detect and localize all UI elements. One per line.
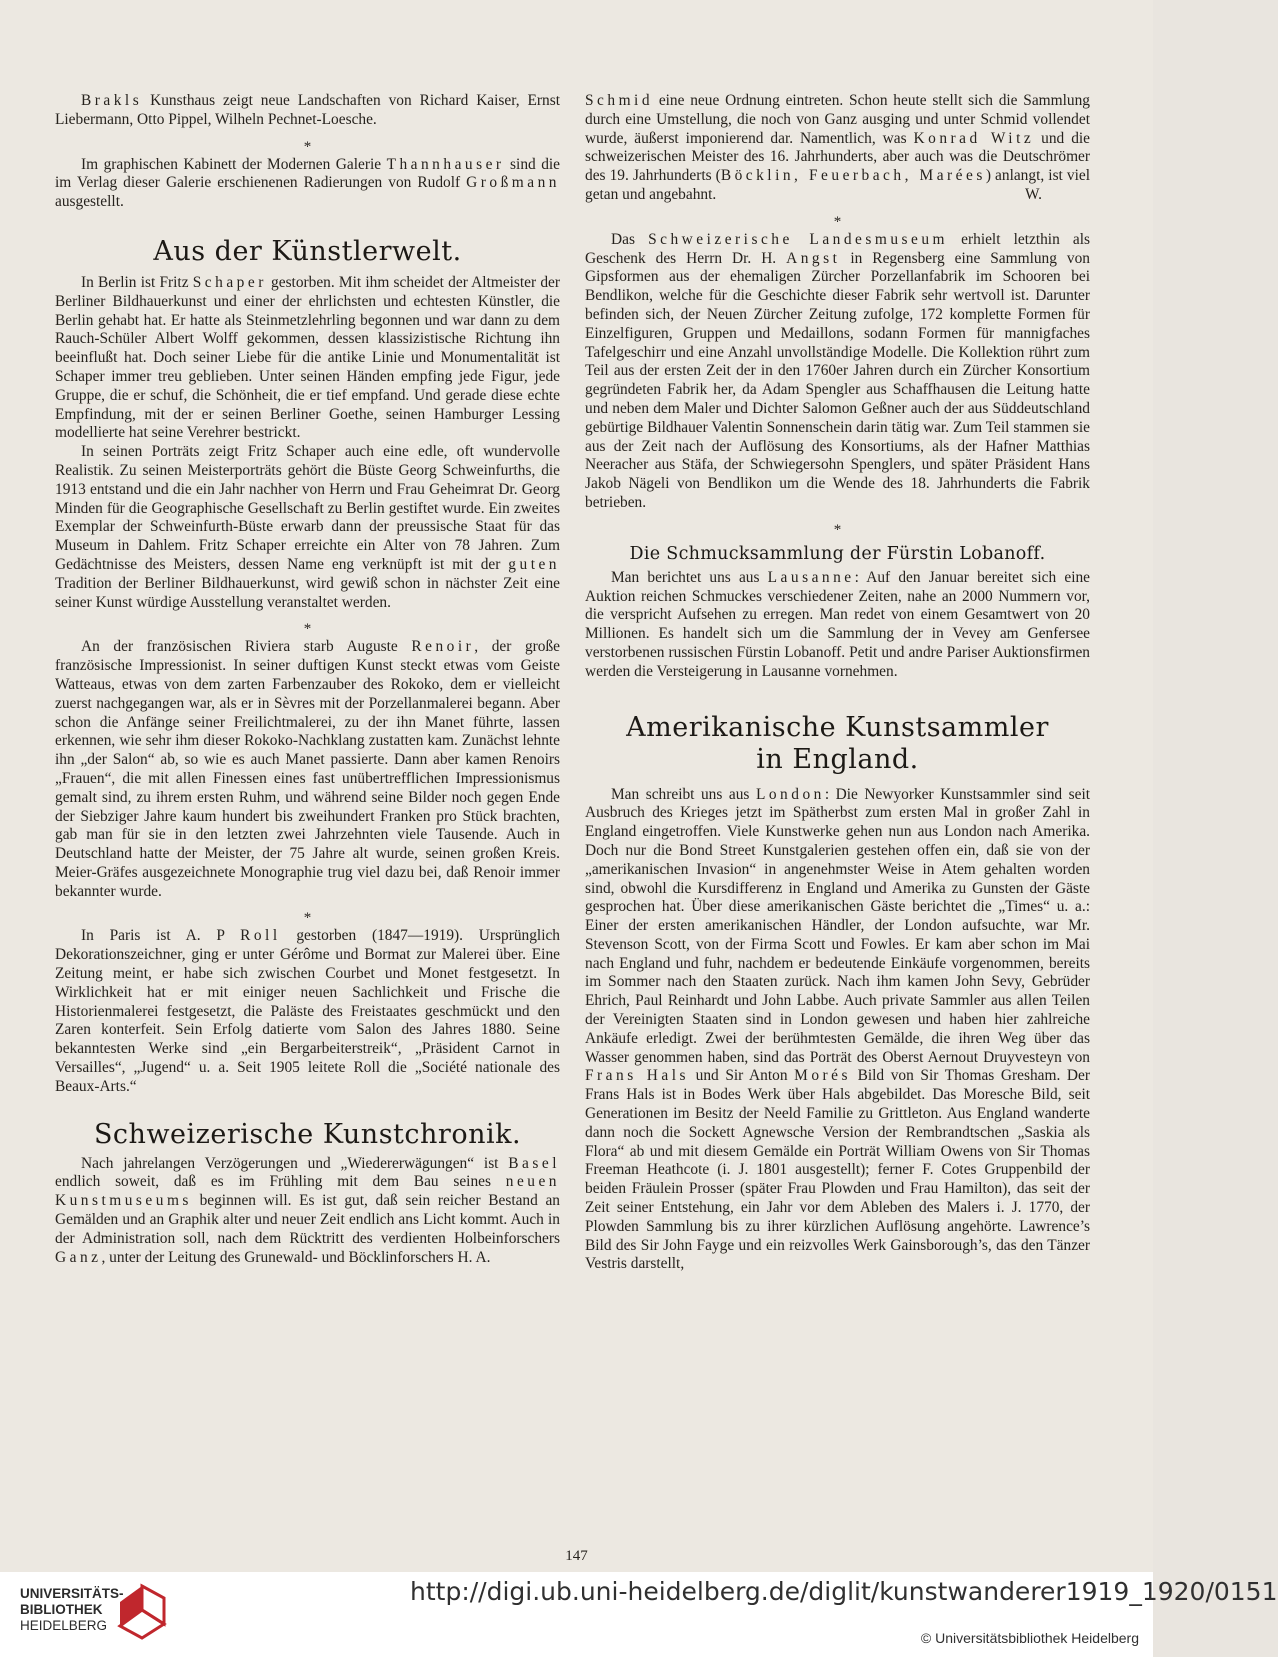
library-logo-icon [112, 1582, 168, 1640]
separator-star: * [303, 621, 312, 638]
heading-schweizerische-kunstchronik: Schweizerische Kunstchronik. [93, 1118, 522, 1150]
heading-kuenstlerwelt: Aus der Künstlerwelt. [153, 235, 462, 267]
library-footer [0, 1572, 1278, 1657]
permalink-url[interactable]: http://digi.ub.uni-heidelberg.de/diglit/kunstwanderer1919_1920/0151 [410, 1577, 1278, 1606]
page-number: 147 [565, 1548, 588, 1564]
separator-star: * [833, 521, 842, 538]
signature: W. [1025, 185, 1042, 203]
library-logo-text: UNIVERSITÄTS- BIBLIOTHEK HEIDELBERG [20, 1586, 124, 1633]
article-roll: In Paris ist A. P Roll gestorben (1847—1919). Ursprünglich Dekorationszeichner, ging er unter Gérôme und Bormat zur Malerei über. Eine Zeitung meint, er habe sich zwischen Courbet und Monet festgesetzt. In Wirklichkeit hat er mit einiger neuen Sachlichkeit und Frische die Historienmalerei festgesetzt, die Paläste des Freistaates geschmückt und den Zaren konterfeit. Sein Erfolg datierte vom Salon des Jahres 1880. Seine bekanntesten Werke sind „ein Bergarbeiterstreik“, „Präsident Carnot in Versailles“, „Jugend“ u. a. Seit 1905 leitete Roll die „Société nationale des Beaux-Arts.“ [55, 927, 560, 1095]
article-thannhauser: Im graphischen Kabinett der Modernen Galerie Thannhauser sind die im Verlag dieser Galerie erschienenen Radierungen von Rudolf Großmann ausgestellt. [55, 155, 560, 211]
copyright-notice: © Universitätsbibliothek Heidelberg [920, 1630, 1139, 1646]
article-basel-continued: Schmid eine neue Ordnung eintreten. Schon heute stellt sich die Sammlung durch eine Umstellung, die noch von Ganz ausging und unter Schmid vollendet wurde, äußerst imponierend dar. Namentlich, was Konrad Witz und die schweizerischen Meister des 16. Jahrhunderts, aber auch was die Deutschrömer des 19. Jahrhunderts (Böcklin, Feuerbach, Marées) anlangt, ist viel getan und angebahnt. W. [585, 92, 1091, 203]
article-amerikanische-sammler: Man schreibt uns aus London: Die Newyorker Kunstsammler sind seit Ausbruch des Krieges jetzt im Spätherbst zum ersten Mal in großer Zahl in England eingetroffen. Viele Kunstwerke gehen nun aus London nach Amerika. Doch nur die Bond Street Kunstgalerien gestehen offen ein, daß sie von der „amerikanischen Invasion“ in angenehmster Weise in Atem gehalten worden sind, obwohl die Kursdifferenz in England und Amerika zu Gunsten der Gäste gesprochen hat. Über diese amerikanischen Gäste berichtet die „Times“ u. a.: Einer der ersten amerikanischen Händler, der London aufsuchte, war Mr. Stevenson Scott, von der Firma Scott und Fowles. Er kam aber schon im Mai nach England und fuhr, nachdem er bedeutende Einkäufe vorgenommen, bereits im Sommer nach den Staaten zurück. Nach ihm kamen John Sevy, Gebrüder Ehrich, Paul Reinhardt und John Labbe. Auch private Sammler aus allen Teilen der Vereinigten Staaten sind in London gewesen und haben hier zahlreiche Ankäufe erledigt. Zwei der berühmtesten Gemälde, die ihren Weg über das Wasser genommen haben, sind das Porträt des Oberst Aernout Druyvesteyn von Frans Hals und Sir Anton Morés Bild von Sir Thomas Gresham. Der Frans Hals ist in Bodes Werk über Hals abgebildet. Das Moresche Bild, seit Generationen im Besitz der Neeld Familie zu Grittleton. Aus England wanderte dann noch die Sockett Agnewsche Version der Rembrandtschen „Saskia als Flora“ ab und mit diesem Gemälde ein Porträt William Owens von Sir Thomas Freeman Heathcote (i. J. 1801 ausgestellt); ferner F. Cotes Gruppenbild der beiden Fräulein Prosser (später Frau Plowden und Frau Hamilton), das seit der Zeit seiner Entstehung, ein Jahr vor dem Ableben des Malers i. J. 1770, der Plowden Sammlung bis zu ihrer kürzlichen Auflösung angehörte. Lawrence’s Bild des Sir John Fayge und ein reizvolles Werk Gainsborough’s, das den Tänzer Vestris darstellt, [585, 785, 1091, 1273]
left-column [55, 92, 560, 1267]
separator-star: * [303, 138, 312, 155]
article-brakls: Brakls Kunsthaus zeigt neue Landschaften von Richard Kaiser, Ernst Liebermann, Otto Pippel, Wilheln Pechnet-Loesche. [55, 92, 560, 128]
separator-star: * [833, 213, 842, 230]
separator-star: * [303, 910, 312, 927]
right-column [585, 92, 1090, 1274]
article-landesmuseum: Das Schweizerische Landesmuseum erhielt letzthin als Geschenk des Herrn Dr. H. Angst in Regensberg eine Sammlung von Gipsformen aus der ehemaligen Zürcher Porzellanfabrik im Schooren bei Bendlikon, welche für die Geschichte dieser Fabrik sehr wertvoll ist. Darunter befinden sich, der Neuen Zürcher Zeitung zufolge, 172 komplette Formen für Einzelfiguren, Gruppen und Medaillons, sodann Formen für mannigfaches Tafelgeschirr und eine Anzahl unvollständige Modelle. Die Kollektion rührt zum Teil aus der ersten Zeit der in den 1760er Jahren durch ein Zürcher Konsortium gegründeten Fabrik her, da Adam Spengler aus Schaffhausen die Leitung hatte und neben dem Maler und Dichter Salomon Geßner auch der aus Süddeutschland gebürtige Bildhauer Valentin Sonnenschein darin tätig war. Zum Teil stammen sie aus der Zeit nach der Auflösung des Konsortiums, als der Hafner Matthias Neeracher aus Stäfa, der Schwiegersohn Spenglers, und später Präsident Hans Jakob Nägeli von Bendlikon um die Wende des 18. Jahrhunderts die Fabrik betrieben. [585, 230, 1090, 511]
article-lobanoff: Man berichtet uns aus Lausanne: Auf den Januar bereitet sich eine Auktion reichen Schmuckes verschiedener Zeiten, nahe an 2000 Nummern vor, die verspricht Aufsehen zu erregen. Man redet von einem Gesamtwert von 20 Millionen. Es handelt sich um die Sammlung der in Vevey am Genfersee verstorbenen russischen Fürstin Lobanoff. Petit und andre Pariser Auktionsfirmen werden die Versteigerung in Lausanne vornehmen. [585, 568, 1091, 680]
article-renoir: An der französischen Riviera starb Auguste Renoir, der große französische Impressionist. In seiner duftigen Kunst steckt etwas vom Geiste Watteaus, etwas von dem zarten Farbenzauber des Rokoko, dem er vielleicht zuerst nachgegangen war, als er in Sèvres mit der Porzellanmalerei begann. Aber schon die Anfänge seiner Freilichtmalerei, zu der ihn Manet führte, lassen erkennen, wie sehr ihm dieser Rokoko-Nachklang zustatten kam. Zunächst lehnte ihn „der Salon“ ab, so wie es auch Manet passierte. Dann aber kamen Renoirs „Frauen“, die mit allen Finessen eines fast unübertrefflichen Impressionismus gemalt sind, zu ihrem ersten Ruhm, und während seine Bilder noch gegen Ende der Siebziger Jahre kaum hundert bis zweihundert Franken pro Stück brachten, gab man für sie in den letzten zwei Jahrzehnten viele Tausende. Auch in Deutschland hatte der Meister, der 75 Jahre alt wurde, seinen großen Kreis. Meier-Gräfes ausgezeichnete Monographie trug viel dazu bei, daß Renoir immer bekannter wurde. [55, 638, 560, 900]
article-schaper-portraits: In seinen Porträts zeigt Fritz Schaper auch eine edle, oft wundervolle Realistik. Zu seinen Meisterporträts gehört die Büste Georg Schweinfurths, die 1913 entstand und die ein Jahr nachher von Herrn und Frau Geheimrat Dr. Georg Minden für die Geographische Gesellschaft zu Berlin gestiftet wurde. Ein zweites Exemplar der Schweinfurth-Büste erwarb dann der preussische Staat für das Museum in Dahlem. Fritz Schaper erreichte ein Alter von 78 Jahren. Zum Gedächtnisse des Meisters, dessen Name eng verknüpft ist mit der guten Tradition der Berliner Bildhauerkunst, wird gewiß schon in nächster Zeit eine seiner Kunst würdige Ausstellung veranstaltet werden. [55, 443, 560, 611]
article-schaper: In Berlin ist Fritz Schaper gestorben. Mit ihm scheidet der Altmeister der Berliner Bildhauerkunst und einer der ehrlichsten und echtesten Künstler, die Berlin gehabt hat. Er hatte als Steinmetzlehrling begonnen und war dann zu dem Rauch-Schüler Albert Wolff gekommen, dessen klassizistische Richtung ihn beeinflußt hat. Doch seiner Liebe für die antike Linie und Monumentalität ist Schaper immer treu geblieben. Unter seinen Händen empfing jede Figur, jede Gruppe, die er schuf, die Schönheit, die er tief empfand. Und gerade diese echte Empfindung, mit der er seinen Berliner Goethe, seinen Hamburger Lessing modellierte hat seine Verehrer bestrickt. [55, 273, 561, 442]
heading-amerikanische-kunstsammler: Amerikanische Kunstsammler [626, 711, 1049, 743]
article-basel-museum: Nach jahrelangen Verzögerungen und „Wiedererwägungen“ ist Basel endlich soweit, daß es im Frühling mit dem Bau seines neuen Kunstmuseums beginnen will. Es ist gut, daß sein reicher Bestand an Gemälden und an Graphik alter und neuer Zeit endlich ans Licht kommt. Auch in der Administration soll, nach dem Rücktritt des verdienten Holbeinforschers Ganz, unter der Leitung des Grunewald- und Böcklinforschers H. A. [55, 1154, 560, 1266]
heading-in-england: in England. [756, 743, 919, 775]
heading-schmucksammlung: Die Schmucksammlung der Fürstin Lobanoff. [629, 543, 1046, 564]
